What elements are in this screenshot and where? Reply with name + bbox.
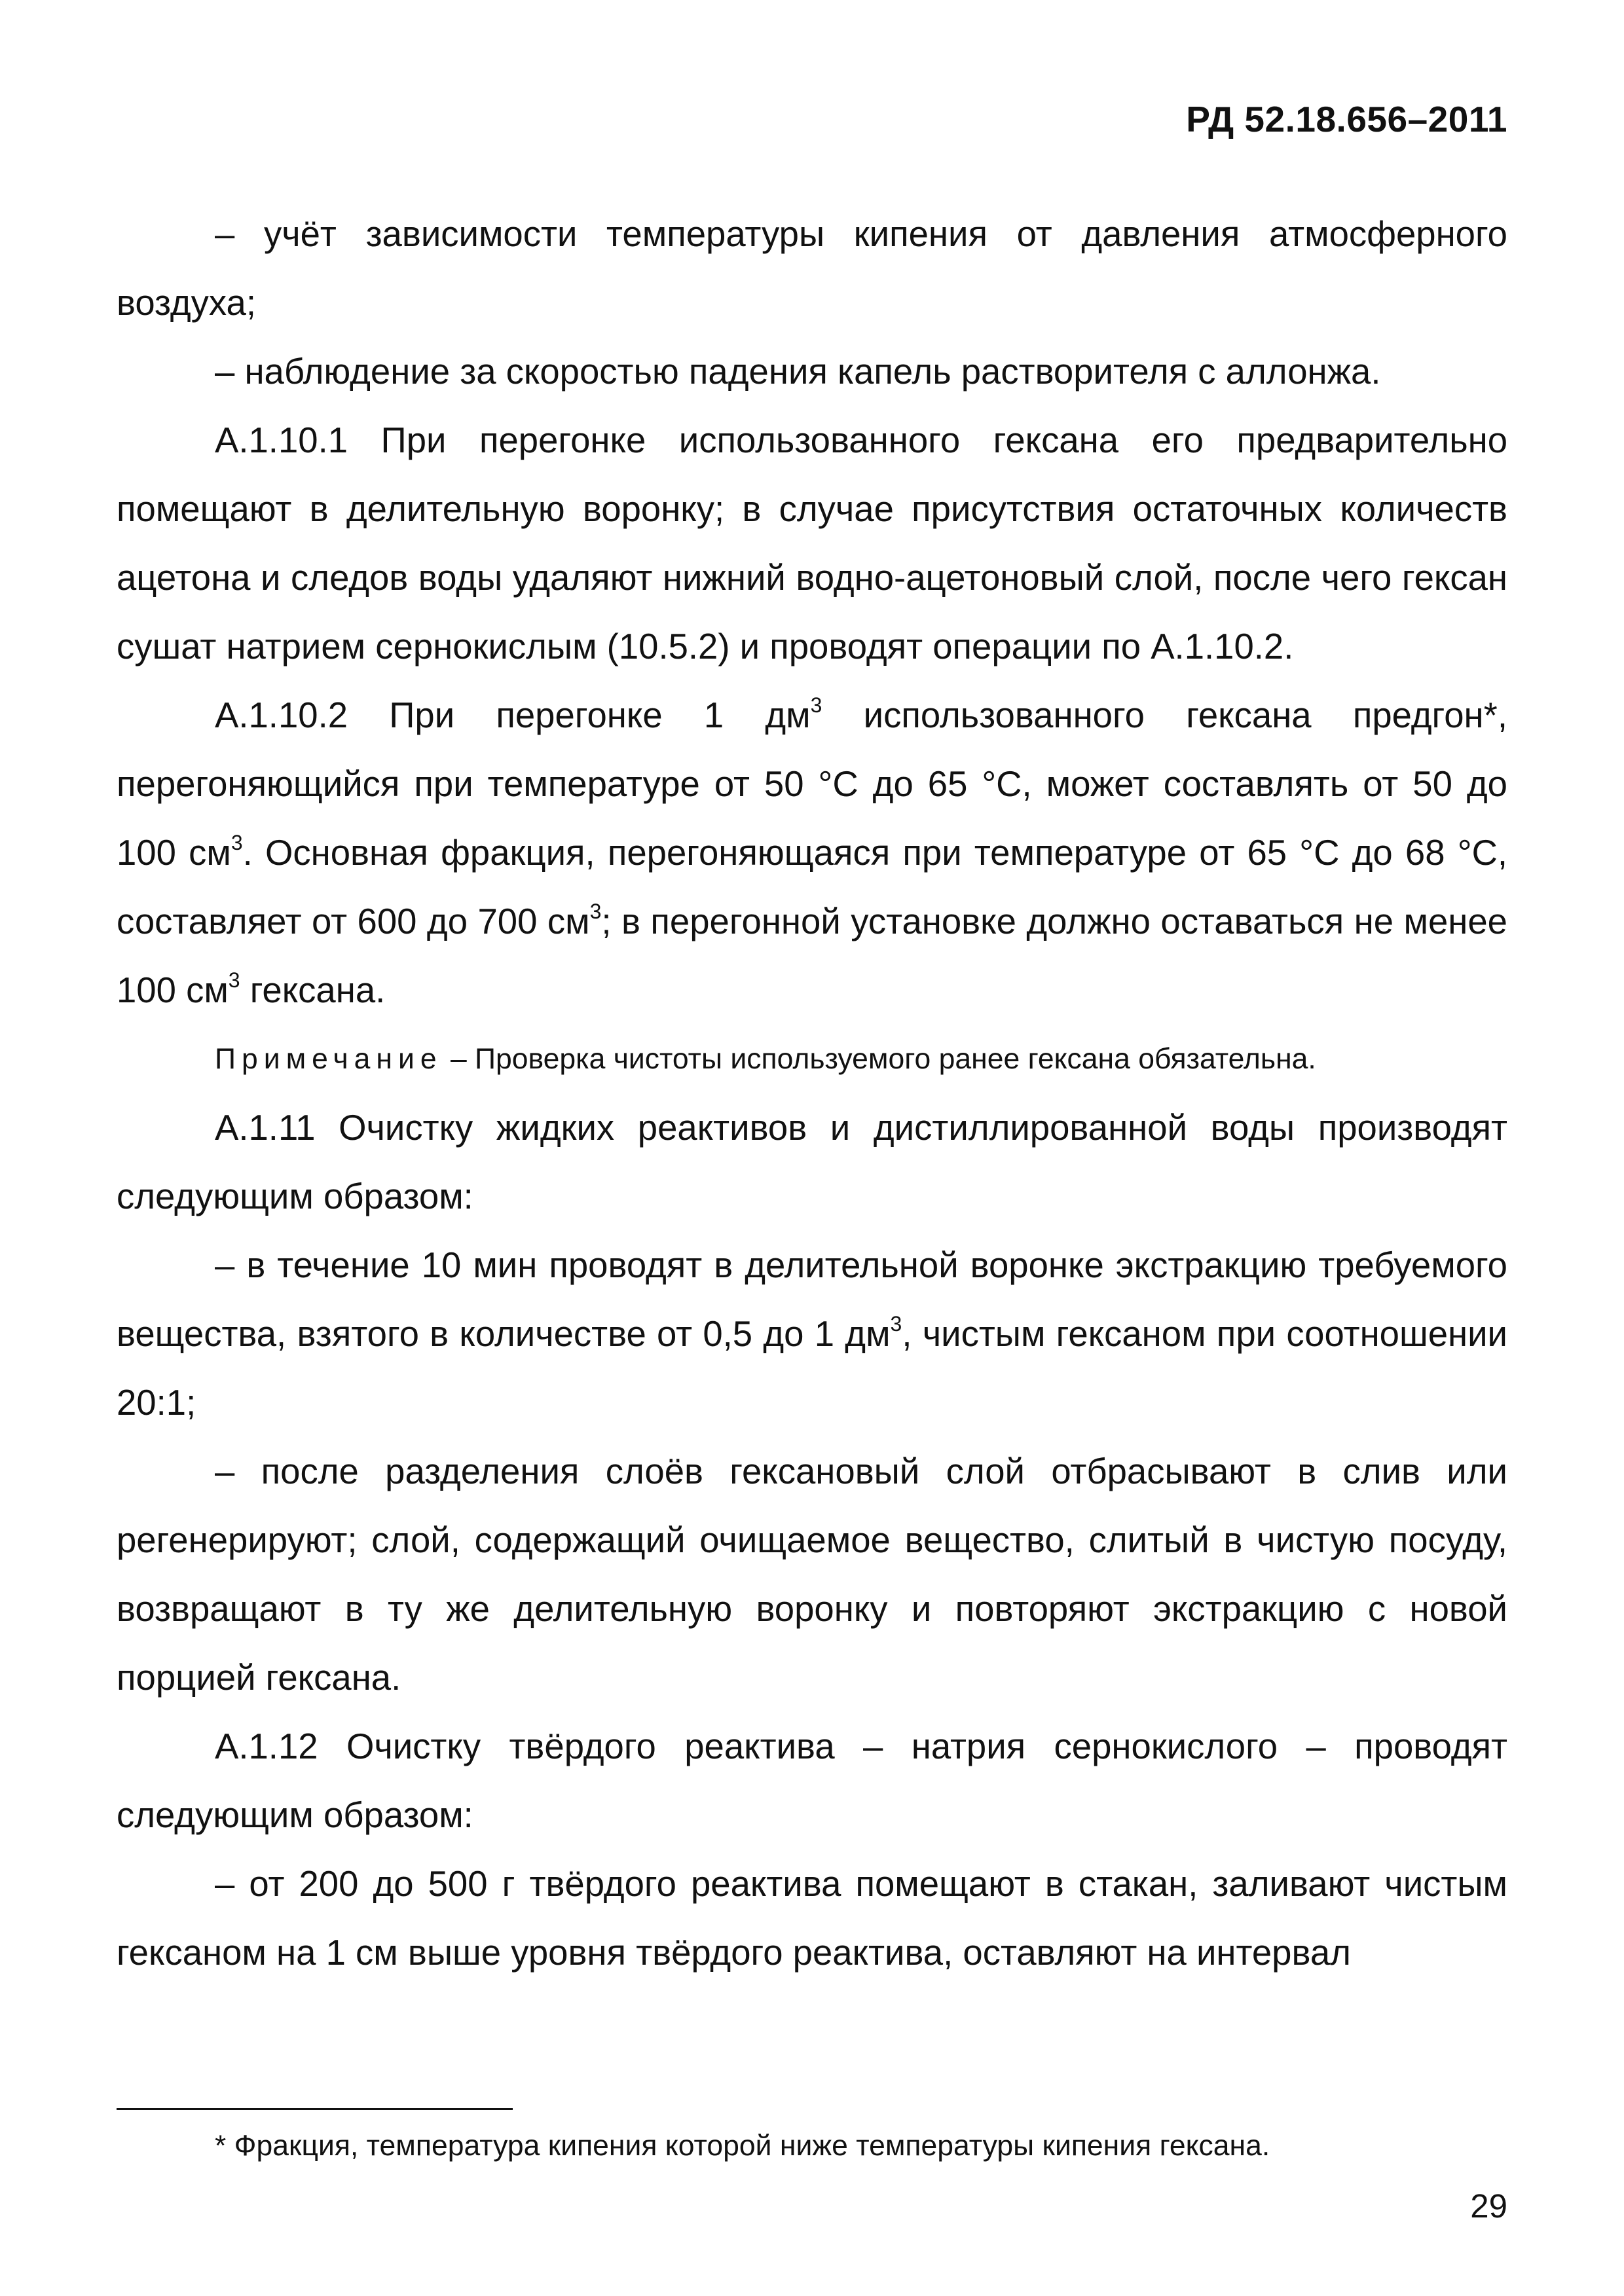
text-run: , чистым гексаном при соотношении 20:1; [117, 1314, 1507, 1423]
paragraph-a-1-10-2 [117, 681, 1507, 1025]
paragraph-a-1-11: А.1.11 Очистку жидких реактивов и дистиллированной воды производят следующим образом: [117, 1108, 1507, 1216]
note-text: – Проверка чистоты используемого ранее гексана обязательна. [442, 1043, 1316, 1075]
text-run: – в течение 10 мин проводят в делительной воронке экстракцию требуемого вещества, взятого в количестве от 0,5 до 1 дм [117, 1245, 1507, 1354]
footnote-separator [117, 2108, 513, 2110]
superscript: 3 [810, 693, 822, 717]
page-number: 29 [1470, 2187, 1507, 2225]
superscript: 3 [228, 968, 240, 992]
document-code-header: РД 52.18.656–2011 [1186, 99, 1507, 139]
note [117, 1025, 1507, 1093]
paragraph-a-1-10-1: А.1.10.1 При перегонке использованного гексана его предварительно помещают в делительную воронку; в случае присутствия остаточных количеств ацетона и следов воды удаляют нижний водно-ацетоновый слой, после чего гексан сушат натрием сернокислым (10.5.2) и проводят операции по А.1.10.2. [117, 420, 1507, 666]
paragraph-drop-rate: – наблюдение за скоростью падения капель растворителя с аллонжа. [215, 352, 1381, 392]
paragraph-layer-separation: – после разделения слоёв гексановый слой отбрасывают в слив или регенерируют; слой, содержащий очищаемое вещество, слитый в чистую посуду, возвращают в ту же делительную воронку и повторяют экстракцию с новой порцией гексана. [117, 1451, 1507, 1698]
note-label: Примечание [215, 1043, 443, 1075]
paragraph-solid-reagent: – от 200 до 500 г твёрдого реактива помещают в стакан, заливают чистым гексаном на 1 см выше уровня твёрдого реактива, оставляют на интервал [117, 1864, 1507, 1973]
text-run: использованного гексана предгон*, перегоняющийся при температуре от 50 °С до 65 °С, может составлять от 50 до 100 см [117, 695, 1507, 873]
text-run: А.1.10.2 При перегонке 1 дм [215, 695, 811, 735]
superscript: 3 [890, 1311, 902, 1336]
text-run: ; в перегонной установке должно оставаться не менее 100 см [117, 902, 1507, 1010]
footnote: * Фракция, температура кипения которой ниже температуры кипения гексана. [215, 2130, 1270, 2162]
paragraph-a-1-12: А.1.12 Очистку твёрдого реактива – натрия сернокислого – проводят следующим образом: [117, 1726, 1507, 1835]
text-run: гексана. [240, 970, 386, 1010]
text-run: . Основная фракция, перегоняющаяся при температуре от 65 °С до 68 °С, составляет от 600 до 700 см [117, 833, 1507, 941]
superscript: 3 [231, 830, 243, 854]
paragraph-extraction [117, 1231, 1507, 1437]
paragraph-boiling-dependence: – учёт зависимости температуры кипения от давления атмосферного воздуха; [117, 214, 1507, 323]
body-text [117, 200, 1507, 1987]
superscript: 3 [589, 899, 602, 923]
